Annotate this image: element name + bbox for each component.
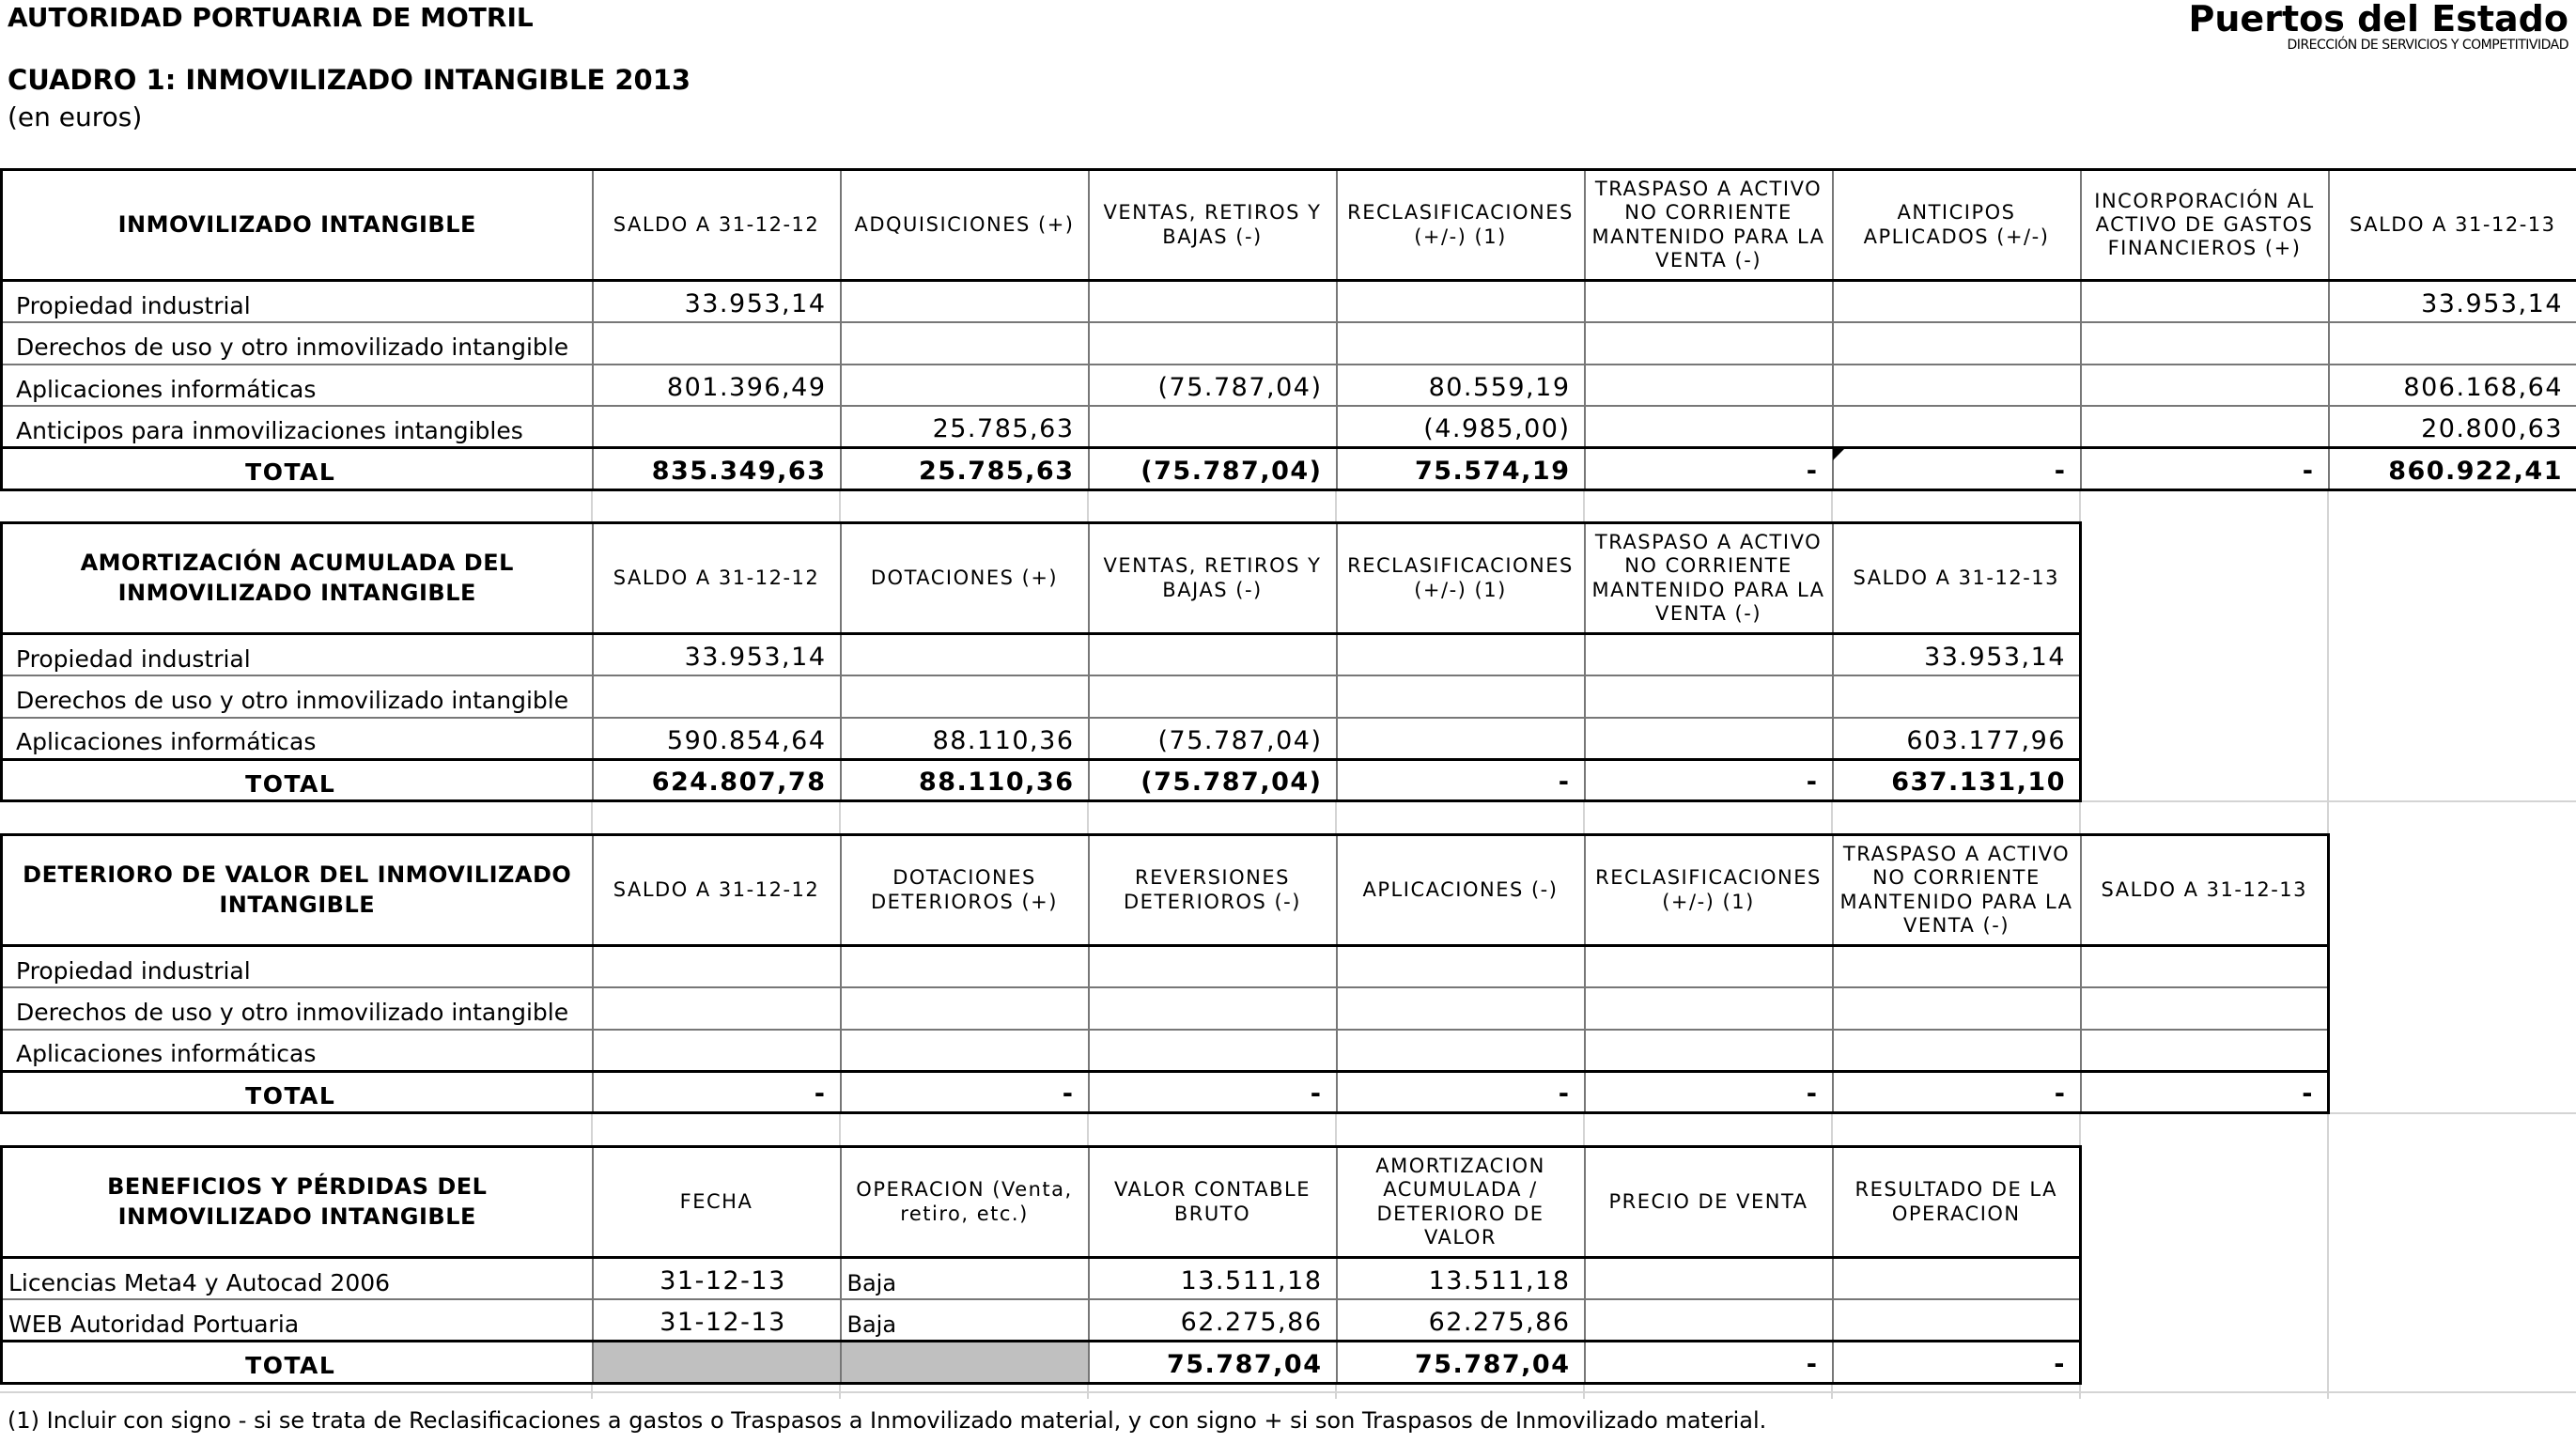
table-cell: Baja [841,1258,1089,1300]
table-cell [841,634,1089,676]
column-header: FECHA [593,1147,841,1258]
total-cell: 25.785,63 [841,448,1089,490]
table-cell: 590.854,64 [593,718,841,760]
column-header: VALOR CONTABLE BRUTO [1089,1147,1337,1258]
column-header: REVERSIONES DETERIOROS (-) [1089,835,1337,946]
total-cell: 860.922,41 [2329,448,2576,490]
table-cell [1833,987,2081,1030]
total-cell: - [1089,1071,1337,1113]
row-label: Derechos de uso y otro inmovilizado intangible [2,675,593,718]
total-cell: 75.574,19 [1337,448,1585,490]
table-cell [2329,322,2576,365]
table-cell [1337,675,1585,718]
table-cell [1833,365,2081,407]
total-cell: 835.349,63 [593,448,841,490]
total-cell: - [1337,759,1585,801]
table-cell [593,322,841,365]
table-cell [1337,322,1585,365]
row-label: WEB Autoridad Portuaria [2,1299,593,1342]
total-cell: 88.110,36 [841,759,1089,801]
total-cell: - [1337,1071,1585,1113]
table-cell [2081,987,2329,1030]
total-cell: - [1585,1071,1833,1113]
column-header: TRASPASO A ACTIVO NO CORRIENTE MANTENIDO PARA LA VENTA (-) [1585,170,1833,281]
total-cell: - [1585,759,1833,801]
table-cell [2081,365,2329,407]
total-label: TOTAL [2,1071,593,1113]
column-header: SALDO A 31-12-13 [2081,835,2329,946]
gridline-horizontal [0,1391,2576,1393]
table-cell [1089,634,1337,676]
total-cell [841,1342,1089,1384]
table-cell [1337,946,1585,988]
total-cell: 637.131,10 [1833,759,2081,801]
table-cell: 31-12-13 [593,1299,841,1342]
column-header: TRASPASO A ACTIVO NO CORRIENTE MANTENIDO PARA LA VENTA (-) [1833,835,2081,946]
table1-title: INMOVILIZADO INTANGIBLE [2,170,593,281]
brand-subtitle: DIRECCIÓN DE SERVICIOS Y COMPETITIVIDAD [2287,38,2568,53]
table-row [2,946,2329,988]
total-label: TOTAL [2,448,593,490]
table4-table [0,1145,2082,1385]
column-header: RECLASIFICACIONES (+/-) (1) [1585,835,1833,946]
table-cell: (75.787,04) [1089,365,1337,407]
table-cell [841,1030,1089,1072]
table-cell: (4.985,00) [1337,406,1585,448]
table-cell [1585,322,1833,365]
page-title: CUADRO 1: INMOVILIZADO INTANGIBLE 2013 [8,64,691,96]
table-cell: 33.953,14 [2329,281,2576,323]
column-header: VENTAS, RETIROS Y BAJAS (-) [1089,523,1337,634]
column-header: DOTACIONES (+) [841,523,1089,634]
column-header: PRECIO DE VENTA [1585,1147,1833,1258]
table-cell [2081,1030,2329,1072]
row-label: Propiedad industrial [2,281,593,323]
table3-title: DETERIORO DE VALOR DEL INMOVILIZADO INTANGIBLE [2,835,593,946]
table-cell: 25.785,63 [841,406,1089,448]
table-cell [593,406,841,448]
column-header: INCORPORACIÓN AL ACTIVO DE GASTOS FINANCIEROS (+) [2081,170,2329,281]
row-label: Derechos de uso y otro inmovilizado intangible [2,322,593,365]
table-row [2,987,2329,1030]
units-note: (en euros) [8,101,143,132]
table-cell [1337,987,1585,1030]
table-cell [1585,987,1833,1030]
total-cell: 75.787,04 [1337,1342,1585,1384]
table-cell: 88.110,36 [841,718,1089,760]
table-cell: 603.177,96 [1833,718,2081,760]
table-row [2,365,2576,407]
table-cell [841,987,1089,1030]
table-cell [1089,675,1337,718]
table-row [2,1030,2329,1072]
table-cell [841,675,1089,718]
table2-header-row [2,523,2081,634]
total-cell: (75.787,04) [1089,759,1337,801]
table-cell: 20.800,63 [2329,406,2576,448]
total-label: TOTAL [2,759,593,801]
row-label: Propiedad industrial [2,634,593,676]
table-cell: 33.953,14 [1833,634,2081,676]
footnote: (1) Incluir con signo - si se trata de Reclasificaciones a gastos o Traspasos a Inmovilizado material, y con signo + si son Traspasos de Inmovilizado material. [8,1407,1767,1434]
total-cell: 75.787,04 [1089,1342,1337,1384]
brand-name: Puertos del Estado [2188,0,2568,39]
table-cell [1585,281,1833,323]
table-cell [593,946,841,988]
table-cell [841,946,1089,988]
column-header: APLICACIONES (-) [1337,835,1585,946]
column-header: SALDO A 31-12-12 [593,523,841,634]
column-header: SALDO A 31-12-12 [593,835,841,946]
table-cell [2081,322,2329,365]
table3-total-row [2,1071,2329,1113]
table-row [2,718,2081,760]
column-header: DOTACIONES DETERIOROS (+) [841,835,1089,946]
table4-header-row [2,1147,2081,1258]
total-cell: - [841,1071,1089,1113]
table-cell [1089,281,1337,323]
row-label: Aplicaciones informáticas [2,365,593,407]
table-cell [1585,365,1833,407]
column-header: SALDO A 31-12-13 [2329,170,2576,281]
table1-header-row [2,170,2576,281]
table-cell: 62.275,86 [1337,1299,1585,1342]
table-cell [593,1030,841,1072]
total-cell: (75.787,04) [1089,448,1337,490]
row-label: Derechos de uso y otro inmovilizado intangible [2,987,593,1030]
table-cell: 806.168,64 [2329,365,2576,407]
total-cell: - [1585,1342,1833,1384]
table-cell [1089,406,1337,448]
total-cell: - [593,1071,841,1113]
table-cell [841,322,1089,365]
table-cell [1585,1258,1833,1300]
row-label: Aplicaciones informáticas [2,718,593,760]
column-header: ANTICIPOS APLICADOS (+/-) [1833,170,2081,281]
table-cell: Baja [841,1299,1089,1342]
table-cell: 33.953,14 [593,281,841,323]
table-cell [1833,1258,2081,1300]
table-cell [1337,1030,1585,1072]
cell-comment-marker [1833,449,1844,460]
table-cell: 62.275,86 [1089,1299,1337,1342]
table-cell [1833,406,2081,448]
table-row [2,634,2081,676]
table-cell [841,281,1089,323]
column-header: SALDO A 31-12-13 [1833,523,2081,634]
row-label: Licencias Meta4 y Autocad 2006 [2,1258,593,1300]
table-cell [1585,1030,1833,1072]
table-cell: 80.559,19 [1337,365,1585,407]
table-cell [1585,675,1833,718]
row-label: Propiedad industrial [2,946,593,988]
table-cell [1585,406,1833,448]
table-row [2,322,2576,365]
table-cell [2081,281,2329,323]
table-cell [841,365,1089,407]
total-cell: - [1585,448,1833,490]
table-row [2,1258,2081,1300]
table2-total-row [2,759,2081,801]
table1-total-row [2,448,2576,490]
column-header: ADQUISICIONES (+) [841,170,1089,281]
column-header: VENTAS, RETIROS Y BAJAS (-) [1089,170,1337,281]
column-header: RECLASIFICACIONES (+/-) (1) [1337,523,1585,634]
table-cell [1833,1299,2081,1342]
table-cell [1337,281,1585,323]
column-header: OPERACION (Venta, retiro, etc.) [841,1147,1089,1258]
table-cell [1089,1030,1337,1072]
table-row [2,1299,2081,1342]
total-label: TOTAL [2,1342,593,1384]
table-cell [1337,634,1585,676]
table-cell: 13.511,18 [1089,1258,1337,1300]
table-cell [593,987,841,1030]
column-header: RECLASIFICACIONES (+/-) (1) [1337,170,1585,281]
total-cell: - [1833,448,2081,490]
table1-table [0,168,2576,491]
row-label: Anticipos para inmovilizaciones intangibles [2,406,593,448]
table-cell: 31-12-13 [593,1258,841,1300]
table-cell [2081,946,2329,988]
table-cell [1833,675,2081,718]
total-cell: 624.807,78 [593,759,841,801]
table2-table [0,521,2082,802]
table-cell [593,675,841,718]
table-cell [1833,322,2081,365]
column-header: AMORTIZACION ACUMULADA / DETERIORO DE VALOR [1337,1147,1585,1258]
table-cell [1089,946,1337,988]
table4-total-row [2,1342,2081,1384]
total-cell: - [2081,448,2329,490]
table-cell [1585,1299,1833,1342]
table-cell [1833,281,2081,323]
total-cell: - [2081,1071,2329,1113]
organization-name: AUTORIDAD PORTUARIA DE MOTRIL [8,2,534,33]
table-cell [1089,322,1337,365]
table-row [2,406,2576,448]
table4-title: BENEFICIOS Y PÉRDIDAS DEL INMOVILIZADO INTANGIBLE [2,1147,593,1258]
table-cell: 13.511,18 [1337,1258,1585,1300]
total-cell: - [1833,1342,2081,1384]
table-cell [1089,987,1337,1030]
row-label: Aplicaciones informáticas [2,1030,593,1072]
table-cell [1585,718,1833,760]
table-cell: (75.787,04) [1089,718,1337,760]
total-cell [593,1342,841,1384]
table2-title: AMORTIZACIÓN ACUMULADA DEL INMOVILIZADO INTANGIBLE [2,523,593,634]
total-cell: - [1833,1071,2081,1113]
table-cell: 33.953,14 [593,634,841,676]
table-cell [1585,946,1833,988]
table-cell [2081,406,2329,448]
table-cell: 801.396,49 [593,365,841,407]
table3-table [0,833,2330,1114]
table-cell [1833,946,2081,988]
table-cell [1833,1030,2081,1072]
table-row [2,675,2081,718]
table-cell [1337,718,1585,760]
table-cell [1585,634,1833,676]
column-header: SALDO A 31-12-12 [593,170,841,281]
column-header: RESULTADO DE LA OPERACION [1833,1147,2081,1258]
table-row [2,281,2576,323]
table3-header-row [2,835,2329,946]
column-header: TRASPASO A ACTIVO NO CORRIENTE MANTENIDO PARA LA VENTA (-) [1585,523,1833,634]
